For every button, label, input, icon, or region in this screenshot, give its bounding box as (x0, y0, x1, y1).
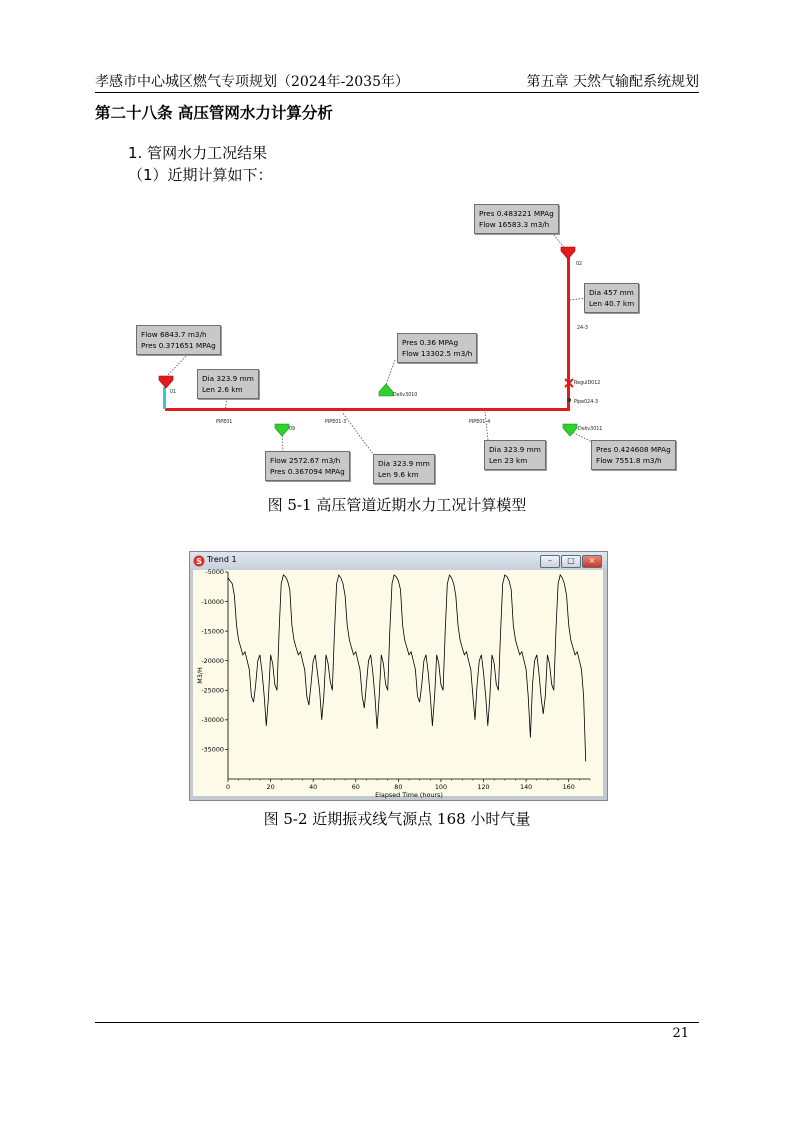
x-tick-label: 80 (394, 783, 403, 791)
node-label: PIPE01-3 (325, 420, 347, 425)
close-button[interactable]: × (582, 555, 602, 568)
series-line (228, 575, 586, 761)
node-09-info-box: Flow 2572.67 m3/h Pres 0.367094 MPAg (265, 451, 350, 481)
x-tick-label: 40 (309, 783, 318, 791)
y-tick-label: -15000 (201, 627, 224, 636)
node-label: Deliv3010 (393, 393, 418, 398)
header-right: 第五章 天然气输配系统规划 (526, 74, 699, 90)
section-title: 第二十八条 高压管网水力计算分析 (95, 104, 333, 122)
x-axis-label: Elapsed Time (hours) (375, 791, 443, 799)
node-label: PIPE01-4 (469, 420, 491, 425)
y-tick-label: -10000 (201, 597, 224, 606)
node-label: RegulD012 (574, 381, 601, 386)
node-label: 02 (576, 262, 583, 267)
y-axis-label: M3/H (196, 667, 204, 684)
pipe-vertical-info-box: Dia 457 mm Len 40.7 km (584, 283, 639, 313)
page-number: 21 (672, 1026, 689, 1041)
subheading-2: （1）近期计算如下： (128, 166, 273, 184)
minimize-button[interactable]: – (540, 555, 560, 568)
x-tick-label: 140 (520, 783, 533, 791)
node-3011-info-box: Pres 0.424608 MPAg Flow 7551.8 m3/h (591, 440, 676, 470)
y-tick-label: -5000 (205, 568, 224, 577)
y-tick-label: -20000 (201, 656, 224, 665)
figure-caption-2: 图 5-2 近期振戎线气源点 168 小时气量 (263, 810, 531, 828)
trend-window (189, 551, 608, 801)
source-node-02-icon (557, 245, 579, 263)
pipe01-info-box: Dia 323.9 mm Len 2.6 km (197, 369, 259, 399)
app-logo-letter: S (196, 557, 202, 566)
node-label: Deliv3011 (578, 427, 603, 432)
x-tick-label: 20 (266, 783, 275, 791)
node-02-info-box: Pres 0.483221 MPAg Flow 16583.3 m3/h (474, 204, 559, 234)
x-tick-label: 120 (477, 783, 490, 791)
pipe01-4-info-box: Dia 323.9 mm Len 23 km (484, 440, 546, 470)
figure-caption-1: 图 5-1 高压管道近期水力工况计算模型 (267, 496, 527, 514)
node-label: PIPE01 (216, 420, 233, 425)
node-label: Pipe024-3 (574, 400, 599, 405)
pipe-junction-icon (565, 396, 573, 404)
y-tick-label: -30000 (201, 716, 224, 725)
node-label: 09 (289, 427, 296, 432)
trend-window-title: Trend 1 (207, 555, 237, 564)
x-tick-label: 100 (434, 783, 448, 791)
trend-chart (190, 552, 607, 800)
pipe01-3-info-box: Dia 323.9 mm Len 9.6 km (373, 454, 435, 484)
maximize-button[interactable]: □ (561, 555, 581, 568)
y-tick-label: -25000 (201, 686, 224, 695)
footer-rule (95, 1022, 699, 1023)
x-tick-label: 160 (562, 783, 575, 791)
pipe-main-horizontal (165, 408, 570, 411)
x-tick-label: 0 (225, 783, 231, 791)
regulator-icon (564, 378, 574, 388)
node-01-info-box: Flow 6843.7 m3/h Pres 0.371651 MPAg (136, 325, 221, 355)
node-label: 01 (170, 390, 177, 395)
node-3010-info-box: Pres 0.36 MPAg Flow 13302.5 m3/h (397, 333, 477, 363)
node-label: 24-3 (577, 326, 588, 331)
y-tick-label: -35000 (201, 745, 224, 754)
x-tick-label: 60 (351, 783, 360, 791)
subheading-1: 1. 管网水力工况结果 (128, 144, 268, 162)
header-left: 孝感市中心城区燃气专项规划（2024年-2035年） (95, 74, 409, 90)
